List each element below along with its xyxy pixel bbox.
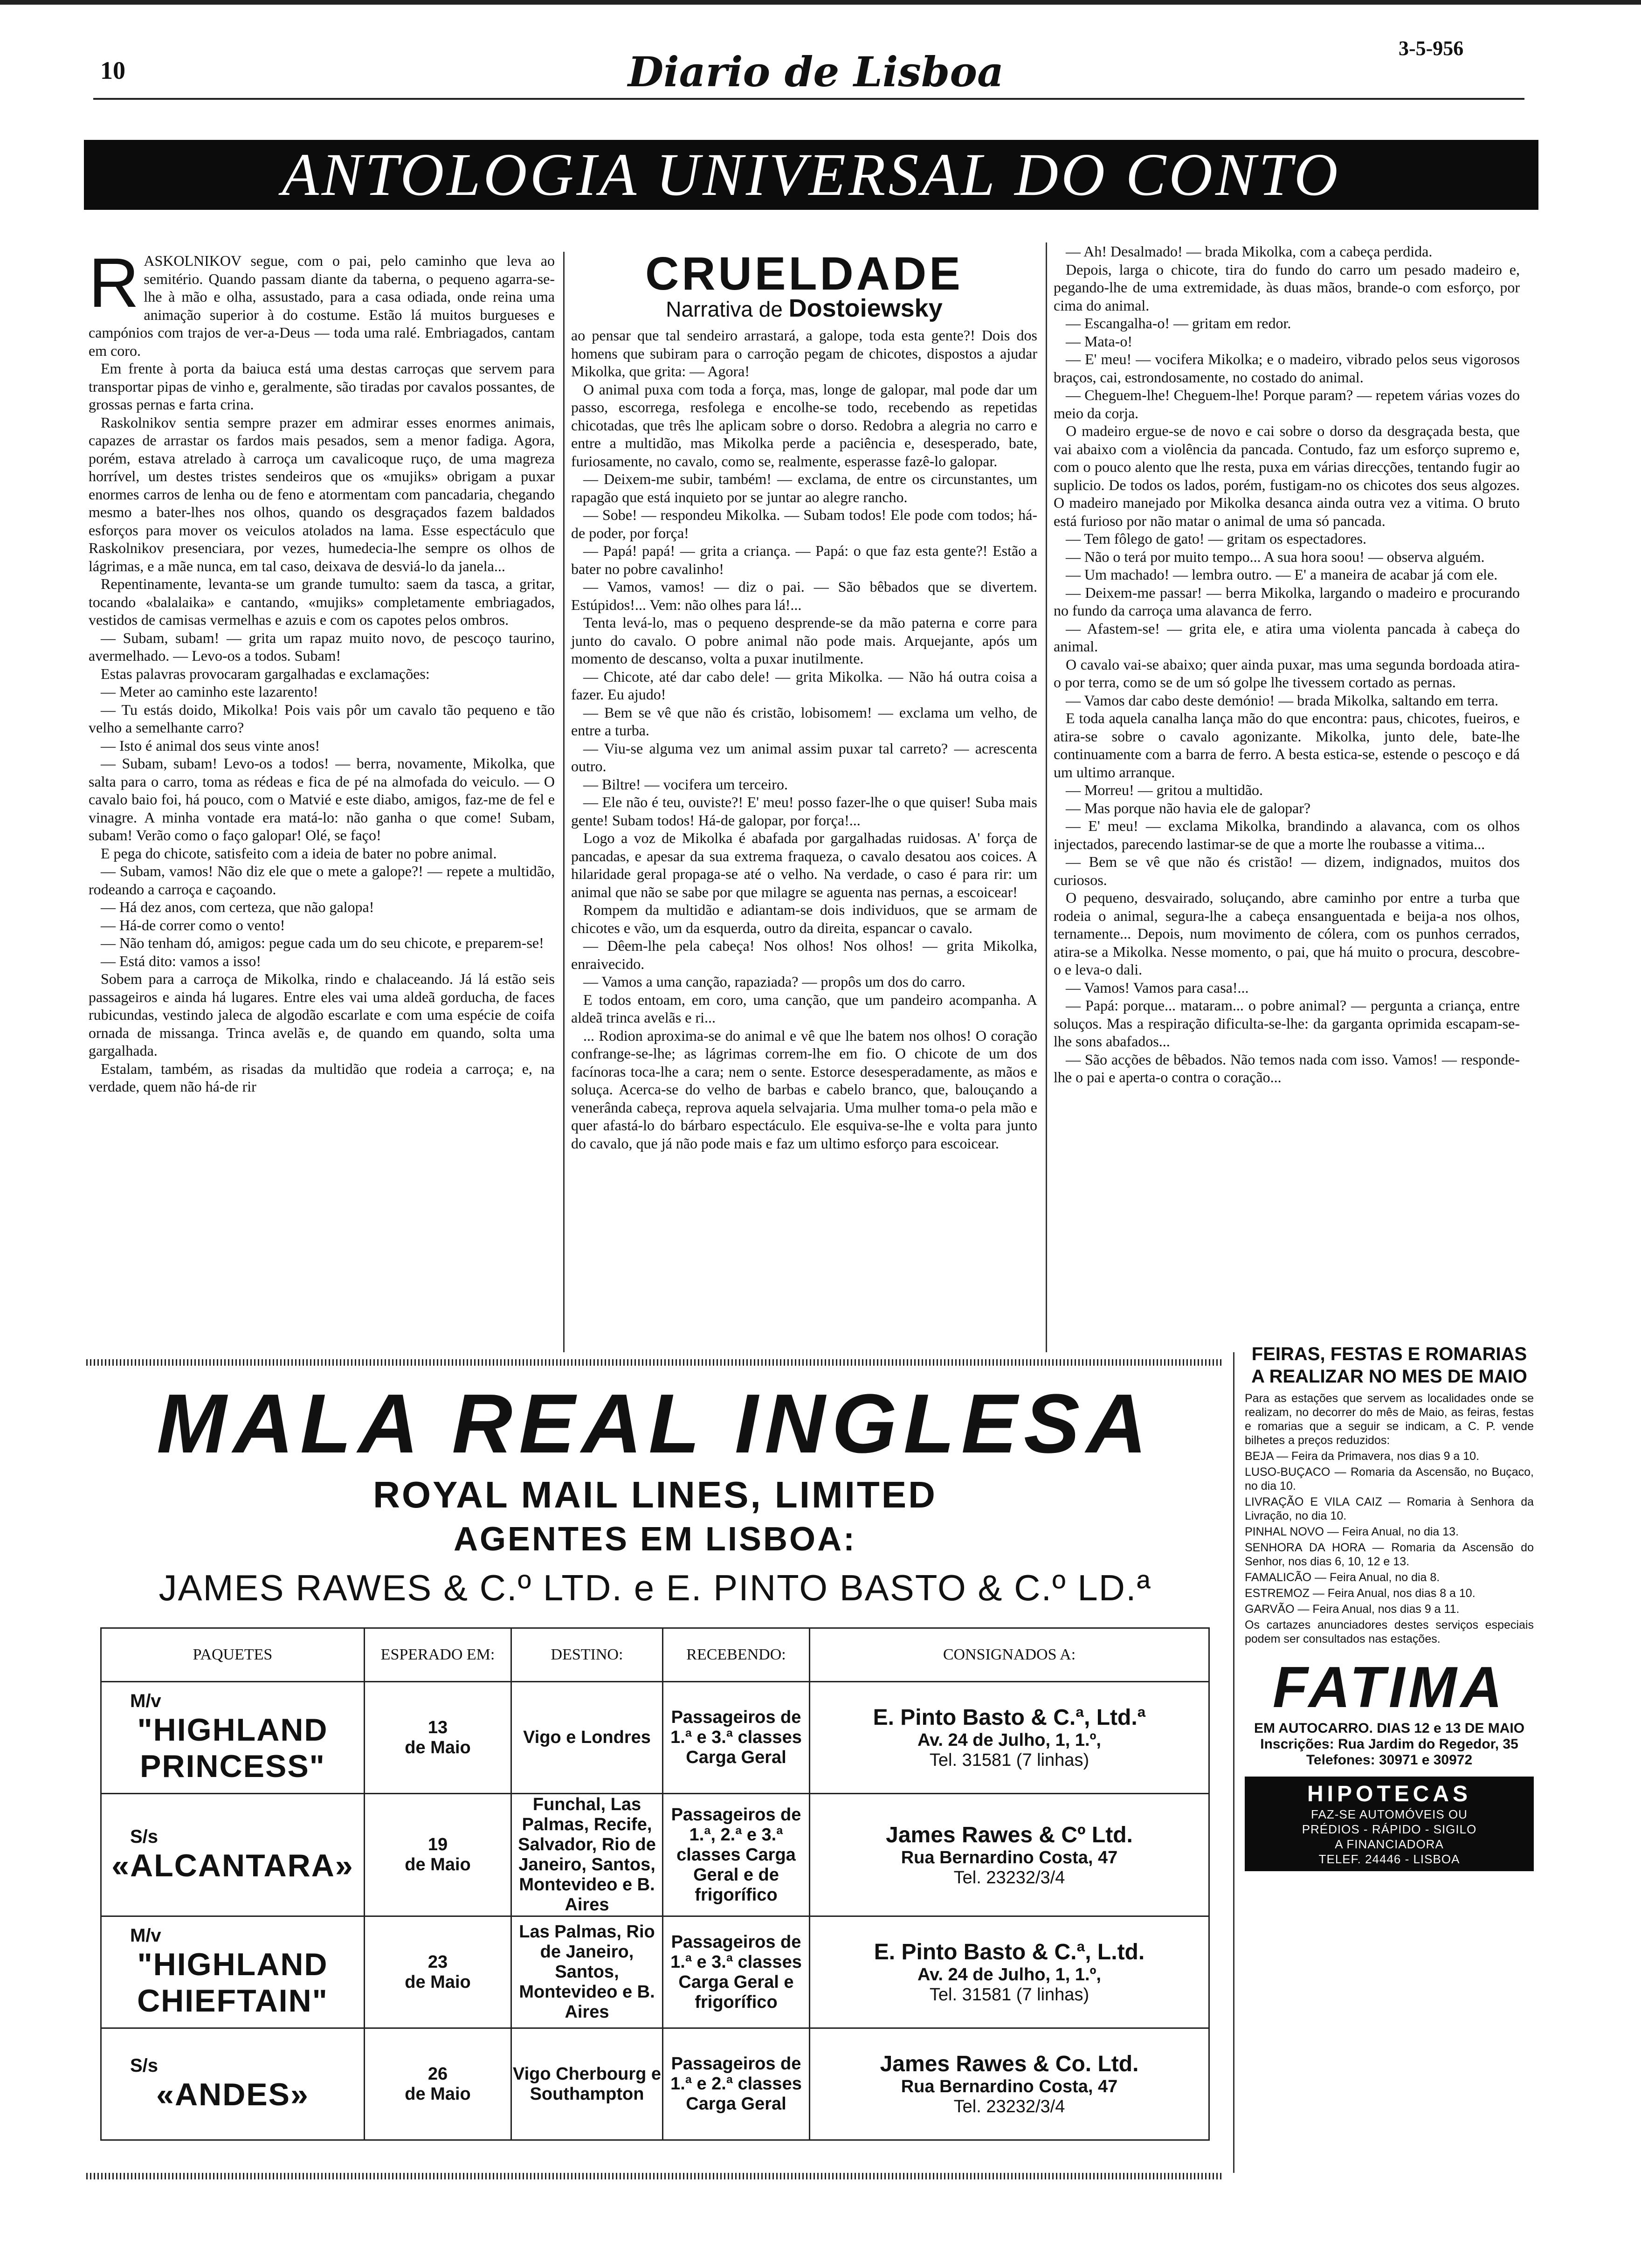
story-paragraph: — Vamos dar cabo deste demónio! — brada Mikolka, saltando em terra. [1066,691,1499,709]
story-paragraph: Raskolnikov sentia sempre prazer em admirar esses enormes animais, capazes de arrastar os fardos mais pesados, sem a menor fadiga. Agora, porém, estava atrelado à carroça um cavalicoque ruço, de uma magreza horrível, um destes tristes sendeiros que os «mujiks» obrigam a puxar enormes carros de lenha ou de feno e atormentam com pancadaria, chegando mesmo a bater-lhes nos olhos, quando os desgraçados fazem baldados esforços para mover os veiculos atolados na lama. Esse espectáculo que Raskolnikov presenciara, por vezes, humedecia-lhe sempre os olhos de lágrimas, e a mãe nunca, em tal caso, deixava de desviá-lo da janela... [89,414,555,574]
masthead: Diario de Lisboa [627,48,1004,96]
story-paragraph: — Tem fôlego de gato! — gritam os espectadores. [1066,530,1366,547]
author-name: Dostoiewsky [788,294,943,322]
story-paragraph: O cavalo vai-se abaixo; quer ainda puxar, mas uma segunda bordoada atira-o por terra, como se de um só golpe lhe tivessem cortado as pernas. [1054,656,1520,691]
consignee-address: Av. 24 de Julho, 1, 1.º, [917,1965,1101,1984]
story-paragraph: — Papá: porque... mataram... o pobre animal? — pergunta a criança, entre soluços. Mas a respiração dificulta-se-lhe: da garganta oprimida escapam-se-lhe sons abafados... [1054,997,1520,1050]
story-paragraph: Sobem para a carroça de Mikolka, rindo e chalaceando. Já lá estão seis passageiros e ainda há lugares. Entre eles vai uma aldeã gorducha, de faces rubicundas, vestindo jaleca de algodão escarlate e com uma espécie de coifa ornada de missanga. Trinca avelãs e, de quando em quando, solta uma gargalhada. [89,970,555,1059]
consignee-phone: Tel. 31581 (7 linhas) [929,1750,1089,1770]
story-paragraph: — Ah! Desalmado! — brada Mikolka, com a cabeça perdida. [1066,243,1433,260]
receiving-cell: Passageiros de 1.ª e 2.ª classes Carga Geral [663,2028,810,2140]
story-paragraph: Depois, larga o chicote, tira do fundo do carro um pesado madeiro e, pegando-lhe de uma extremidade, às duas mãos, brande-o com esforço, por cima do animal. [1054,261,1520,314]
date-day: 19 [427,1835,448,1854]
story-paragraph: — Tu estás doido, Mikolka! Pois vais pôr um cavalo tão pequeno e tão velho a semelhante carro? [89,701,555,736]
col-header: CONSIGNADOS A: [810,1628,1209,1682]
story-paragraph: Repentinamente, levanta-se um grande tumulto: saem da tasca, a gritar, tocando «balalaika» e cantando, «mujiks» completamente embriagados, vestidos de camisas vermelhas e azuis e com os capotes pelos ombros. [89,575,555,628]
story-paragraph: — São acções de bêbados. Não temos nada com isso. Vamos! — responde-lhe o pai e aperta-o contra o coração... [1054,1051,1520,1086]
fair-item: GARVÃO — Feira Anual, nos dias 9 a 11. [1245,1603,1460,1616]
story-paragraph: — Um machado! — lembra outro. — E' a maneira de acabar já com ele. [1066,566,1498,583]
story-paragraph: — Viu-se alguma vez um animal assim puxar tal carreto? — acrescenta outro. [571,740,1037,774]
issue-date: 3-5-956 [1399,37,1464,60]
story-paragraph: — Está dito: vamos a isso! [101,952,261,969]
header-rule [93,98,1524,100]
date-cell [365,2028,511,2140]
page-number: 10 [100,56,125,84]
ad-headline: MALA REAL INGLESA [156,1377,1154,1471]
consignee-address: Av. 24 de Julho, 1, 1.º, [917,1730,1101,1750]
consignee-address: Rua Bernardino Costa, 47 [901,1847,1118,1867]
story-paragraph: — Vamos! Vamos para casa!... [1066,979,1249,996]
story-title: CRUELDADE [645,248,963,300]
fatima-address: Inscrições: Rua Jardim do Regedor, 35 [1260,1736,1518,1752]
table-row [101,1682,1209,1794]
story-paragraph: Logo a voz de Mikolka é abafada por gargalhadas ruidosas. A' força de pancadas, e apesar da sua extrema fraqueza, o cavalo desatou aos coices. A hilaridade geral propaga-se até o velho. Na verdade, o caso é para rir: um animal que não se sabe por que milagre se aguenta nas pernas, a escoicear! [571,830,1037,900]
section-banner: ANTOLOGIA UNIVERSAL DO CONTO [84,140,1538,210]
story-paragraph: O animal puxa com toda a força, mas, longe de galopar, mal pode dar um passo, escorrega, resfolega e encolhe-se todo, recebendo as repetidas chicotadas, que três lhe aplicam sobre o dorso. Redobra a alegria no carro e entre a multidão, mas Mikolka perde a paciência e, desesperado, bate, furiosamente, no cavalo, como se, realmente, esperasse fazê-lo galopar. [571,380,1037,470]
date-day: 23 [427,1952,448,1972]
fair-item: ESTREMOZ — Feira Anual, nos dias 8 a 10. [1245,1587,1476,1600]
fair-item: Os cartazes anunciadores destes serviços especiais podem ser consultados nas estações. [1245,1618,1534,1646]
table-header-row [101,1628,1209,1682]
story-paragraph: — Cheguem-lhe! Cheguem-lhe! Porque param? — repetem várias vozes do meio da corja. [1054,387,1520,422]
story-paragraph: Estalam, também, as risadas da multidão que rodeia a carroça; e, na verdade, quem não há-de rir [89,1060,555,1095]
table-row [101,2028,1209,2140]
ad-border-top [86,1359,1224,1366]
fatima-ad-title: FATIMA [1272,1655,1506,1720]
destination-cell: Vigo Cherbourg e Southampton [511,2028,663,2140]
story-column-3 [1054,242,1520,1086]
ship-cell [101,1682,365,1794]
fair-item: LUSO-BUÇACO — Romaria da Ascensão, no Buçaco, no dia 10. [1245,1466,1534,1493]
drop-cap: R [89,243,139,322]
table-row [101,1916,1209,2028]
story-paragraph: — Escangalha-o! — gritam em redor. [1066,315,1291,332]
story-paragraph: — Deixem-me passar! — berra Mikolka, largando o madeiro e procurando no fundo da carroça uma alavanca de ferro. [1054,584,1520,619]
ship-type: M/v [130,1691,161,1711]
date-month: de Maio [405,1855,471,1874]
consignee-name: James Rawes & Co. Ltd. [880,2052,1139,2076]
story-paragraph: E todos entoam, em coro, uma canção, que um pandeiro acompanha. A aldeã trinca avelãs e ri... [571,991,1037,1026]
destination-cell: Vigo e Londres [511,1682,663,1794]
col-header: PAQUETES [101,1628,365,1682]
consignee-address: Rua Bernardino Costa, 47 [901,2077,1118,2096]
destination-cell: Las Palmas, Rio de Janeiro, Santos, Montevideo e B. Aires [511,1916,663,2028]
story-paragraph: ao pensar que tal sendeiro arrastará, a galope, toda esta gente?! Dois dos homens que subiram para o carroção pegam de chicotes, dispostos a ajudar Mikolka, que grita: — Agora! [571,327,1037,380]
fatima-dates: EM AUTOCARRO. DIAS 12 e 13 DE MAIO [1254,1721,1525,1736]
story-paragraph: — Mata-o! [1066,332,1133,350]
story-paragraph: ASKOLNIKOV segue, com o pai, pelo caminho que leva ao semitério. Quando passam diante da taberna, o pequeno agarra-se-lhe à mão e olha, assustado, para a casa odiada, onde reina uma animação superior à do costume. Estão lá muitos burgueses e campónios com trajos de ver-a-Deus — toda uma ralé. Embriagados, cantam em coro. [89,252,555,359]
consignee-cell [810,2028,1209,2140]
hipotecas-title: HIPOTECAS [1307,1782,1472,1806]
story-paragraph: E toda aquela canalha lança mão do que encontra: paus, chicotes, fueiros, e atira-se sobre o cavalo agonizante. Mikolka, junto dele, bate-lhe continuamente com a barra de ferro. A besta estica-se, estende o pescoço e dá um ultimo arranque. [1054,710,1520,781]
consignee-cell [810,1794,1209,1916]
ad-border-bottom [86,2173,1224,2179]
ship-cell [101,1794,365,1916]
col-header: DESTINO: [511,1628,663,1682]
story-paragraph: — Vamos, vamos! — diz o pai. — São bêbados que se divertem. Estúpidos!... Vem: não olhes para lá!... [571,578,1037,613]
ship-type: M/v [130,1925,161,1946]
hipotecas-line: A FINANCIADORA [1335,1837,1444,1851]
story-paragraph: — Deixem-me subir, também! — exclama, de entre os circunstantes, um rapagão que está inquieto por se juntar ao alegre rancho. [571,470,1037,505]
story-paragraph: — Morreu! — gritou a multidão. [1066,781,1263,798]
story-paragraph: — Não tenham dó, amigos: pegue cada um do seu chicote, e preparem-se! [101,934,544,951]
story-paragraph: — E' meu! — vocifera Mikolka; e o madeiro, vibrado pelos seus vigorosos braços, cai, estrondosamente, no costado do animal. [1054,351,1520,386]
date-day: 26 [427,2064,448,2084]
story-paragraph: O pequeno, desvairado, soluçando, abre caminho por entre a turba que rodeia o animal, segura-lhe a cabeça ensanguentada e beija-a nos olhos, ternamente... Depois, num movimento de cólera, com os punhos cerrados, atira-se a Mikolka. Nesse momento, o pai, que há muito o procura, descobre-o e leva-o dali. [1054,889,1520,978]
hipotecas-line: FAZ-SE AUTOMÓVEIS OU [1311,1807,1468,1821]
ship-name: «ALCANTARA» [111,1847,354,1883]
fairs-title: FEIRAS, FESTAS E ROMARIAS A REALIZAR NO MES DE MAIO [1251,1344,1527,1387]
fair-item: BEJA — Feira da Primavera, nos dias 9 a 10. [1245,1450,1480,1463]
ad-company: ROYAL MAIL LINES, LIMITED [373,1474,937,1515]
story-paragraph: — Biltre! — vocifera um terceiro. [583,775,788,793]
column-divider [1046,242,1047,1352]
ship-name: "HIGHLAND CHIEFTAIN" [137,1947,328,2019]
mala-real-ad [86,1376,1224,2168]
hipotecas-line: TELEF. 24446 - LISBOA [1318,1852,1460,1866]
story-paragraph: — Chicote, até dar cabo dele! — grita Mikolka. — Não há outra coisa a fazer. Eu ajudo! [571,668,1037,703]
date-month: de Maio [405,1972,471,1992]
ship-cell [101,1916,365,2028]
story-paragraph: — E' meu! — exclama Mikolka, brandindo a alavanca, com os olhos injectados, parecendo lastimar-se de que a morte lhe roubasse a vitima... [1054,817,1520,852]
ship-type: S/s [130,1826,159,1847]
consignee-cell [810,1916,1209,2028]
fair-item: PINHAL NOVO — Feira Anual, no dia 13. [1245,1525,1459,1538]
ship-name: «ANDES» [156,2077,309,2112]
consignee-phone: Tel. 31581 (7 linhas) [929,1985,1089,2005]
table-row [101,1794,1209,1916]
story-paragraph: Tenta levá-lo, mas o pequeno desprende-se da mão paterna e corre para junto do cavalo. O pobre animal não pode mais. Arquejante, após um momento de descanso, volta a puxar inutilmente. [571,614,1037,667]
date-month: de Maio [405,2084,471,2104]
consignee-phone: Tel. 23232/3/4 [953,2097,1065,2116]
ship-name: "HIGHLAND PRINCESS" [137,1712,328,1784]
story-paragraph: — Papá! papá! — grita a criança. — Papá: o que faz esta gente?! Estão a bater no pobre cavalinho! [571,542,1037,577]
receiving-cell: Passageiros de 1.ª, 2.ª e 3.ª classes Carga Geral e de frigorífico [663,1794,810,1916]
receiving-cell: Passageiros de 1.ª e 3.ª classes Carga Geral e frigorífico [663,1916,810,2028]
fatima-phones: Telefones: 30971 e 30972 [1306,1752,1473,1768]
fairs-intro: Para as estações que servem as localidades onde se realizam, no decorrer do mês de Maio, as feiras, festas e romarias que a seguir se indicam, a C. P. vende bilhetes a preços reduzidos: [1245,1392,1534,1447]
story-paragraph: — Ele não é teu, ouviste?! E' meu! posso fazer-lhe o que quiser! Suba mais gente! Subam todos! Há-de galopar, por força!... [571,794,1037,829]
story-paragraph: O madeiro ergue-se de novo e cai sobre o dorso da desgraçada besta, que vai abaixo com a violência da pancada. Contudo, faz um esforço supremo e, com o pouco alento que lhe resta, puxa em várias direcções, tentando fugir ao suplicio. De todos os lados, porém, fustigam-no os chicotes dos seus algozes. O madeiro manejado por Mikolka desanca ainda outra vez a vitima. O bruto está furioso por não matar o animal de uma só pancada. [1054,422,1520,529]
story-paragraph: ... Rodion aproxima-se do animal e vê que lhe batem nos olhos! O coração confrange-se-lhe; as lágrimas correm-lhe em fio. O chicote de um dos facínoras toca-lhe a cara; nem o sente. Estorce desesperadamente, as mãos e soluça. Acerca-se do velho de barbas e cabelo branco, que, balouçando a venerânda cabeça, reprova aquela selvajaria. Uma mulher toma-o pela mão e quer afastá-lo do bárbaro espectáculo. Ele esquiva-se-lhe e volta para junto do cavalo, que já não pode mais e faz um ultimo esforço para escoicear. [571,1027,1037,1152]
col-header: RECEBENDO: [663,1628,810,1682]
story-paragraph: — Há dez anos, com certeza, que não galopa! [101,899,374,915]
story-paragraph: — Subam, subam! Levo-os a todos! — berra, novamente, Mikolka, que salta para o carro, toma as rédeas e fica de pé na almofada do veiculo. — O cavalo baio foi, há pouco, com o Matvié e este diabo, amigos, faz-me de fel e vinagre. A minha vontade era matá-lo: não ganha o que come! Subam, subam! Verão como o faço galopar! Olé, se faço! [89,755,555,844]
sailings-table [100,1627,1210,2141]
fair-item: FAMALICÃO — Feira Anual, no dia 8. [1245,1571,1440,1584]
column-divider [563,252,565,1352]
side-column [1245,1343,1534,1871]
consignee-name: E. Pinto Basto & C.ª, Ltd.ª [873,1705,1146,1730]
date-cell [365,1916,511,2028]
story-column-1 [89,243,555,1096]
fairs-body [1245,1391,1534,1646]
story-paragraph: — Subam, subam! — grita um rapaz muito novo, de pescoço taurino, avermelhado. — Levo-os a todos. Subam! [89,629,555,664]
date-month: de Maio [405,1737,471,1757]
consignee-name: E. Pinto Basto & C.ª, L.td. [874,1940,1145,1964]
story-paragraph: — Afastem-se! — grita ele, e atira uma violenta pancada à cabeça do animal. [1054,620,1520,655]
story-paragraph: Em frente à porta da baiuca está uma destas carroças que servem para transportar pipas de vinho e, geralmente, são tiradas por cavalos possantes, de grossas pernas e farta crina. [89,360,555,413]
hipotecas-line: PRÉDIOS - RÁPIDO - SIGILO [1302,1822,1477,1836]
story-paragraph: — Subam, vamos! Não diz ele que o mete a galope?! — repete a multidão, rodeando a carroça e caçoando. [89,863,555,898]
story-paragraph: Rompem da multidão e adiantam-se dois individuos, que se armam de chicotes e vão, um da esquerda, outro da direita, espancar o cavalo. [571,901,1037,936]
date-cell [365,1682,511,1794]
story-paragraph: — Bem se vê que não és cristão! — dizem, indignados, muitos dos curiosos. [1054,853,1520,888]
story-subtitle [571,294,1037,323]
side-divider [1233,1352,1234,2173]
story-paragraph: — Vamos a uma canção, rapaziada? — propôs um dos do carro. [583,973,965,990]
story-paragraph: — Há-de correr como o vento! [101,916,285,933]
story-paragraph: — Não o terá por muito tempo... A sua hora soou! — observa alguém. [1066,548,1485,565]
subtitle-prefix: Narrativa de [666,297,783,321]
story-paragraph: — Meter ao caminho este lazarento! [101,683,318,700]
ad-agents-label: AGENTES EM LISBOA: [453,1521,857,1558]
date-day: 13 [427,1717,448,1737]
story-paragraph: — Isto é animal dos seus vinte anos! [101,737,320,754]
consignee-phone: Tel. 23232/3/4 [953,1867,1065,1888]
fair-item: SENHORA DA HORA — Romaria da Ascensão do Senhor, nos dias 6, 10, 12 e 13. [1245,1541,1534,1568]
hipotecas-ad [1245,1777,1534,1871]
story-paragraph: — Sobe! — respondeu Mikolka. — Subam todos! Ele pode com todos; há-de poder, por força! [571,506,1037,541]
consignee-cell [810,1682,1209,1794]
ship-cell [101,2028,365,2140]
ad-agents: JAMES RAWES & C.º LTD. e E. PINTO BASTO & C.º LD.ª [159,1567,1151,1608]
story-paragraph: — Dêem-lhe pela cabeça! Nos olhos! Nos olhos! — grita Mikolka, enraivecido. [571,937,1037,972]
col-header: ESPERADO EM: [365,1628,511,1682]
top-rule [0,0,1641,5]
story-column-2 [571,326,1037,1152]
date-cell [365,1794,511,1916]
fair-item: LIVRAÇÃO E VILA CAIZ — Romaria à Senhora da Livração, no dia 10. [1245,1495,1534,1522]
story-paragraph: — Mas porque não havia ele de galopar? [1066,799,1311,816]
story-paragraph: Estas palavras provocaram gargalhadas e exclamações: [101,665,430,682]
ship-type: S/s [130,2055,159,2076]
story-paragraph: E pega do chicote, satisfeito com a ideia de bater no pobre animal. [101,844,497,862]
story-paragraph: — Bem se vê que não és cristão, lobisomem! — exclama um velho, de entre a turba. [571,704,1037,739]
receiving-cell: Passageiros de 1.ª e 3.ª classes Carga Geral [663,1682,810,1794]
consignee-name: James Rawes & Cº Ltd. [886,1822,1133,1847]
destination-cell: Funchal, Las Palmas, Recife, Salvador, Rio de Janeiro, Santos, Montevideo e B. Aires [511,1794,663,1916]
